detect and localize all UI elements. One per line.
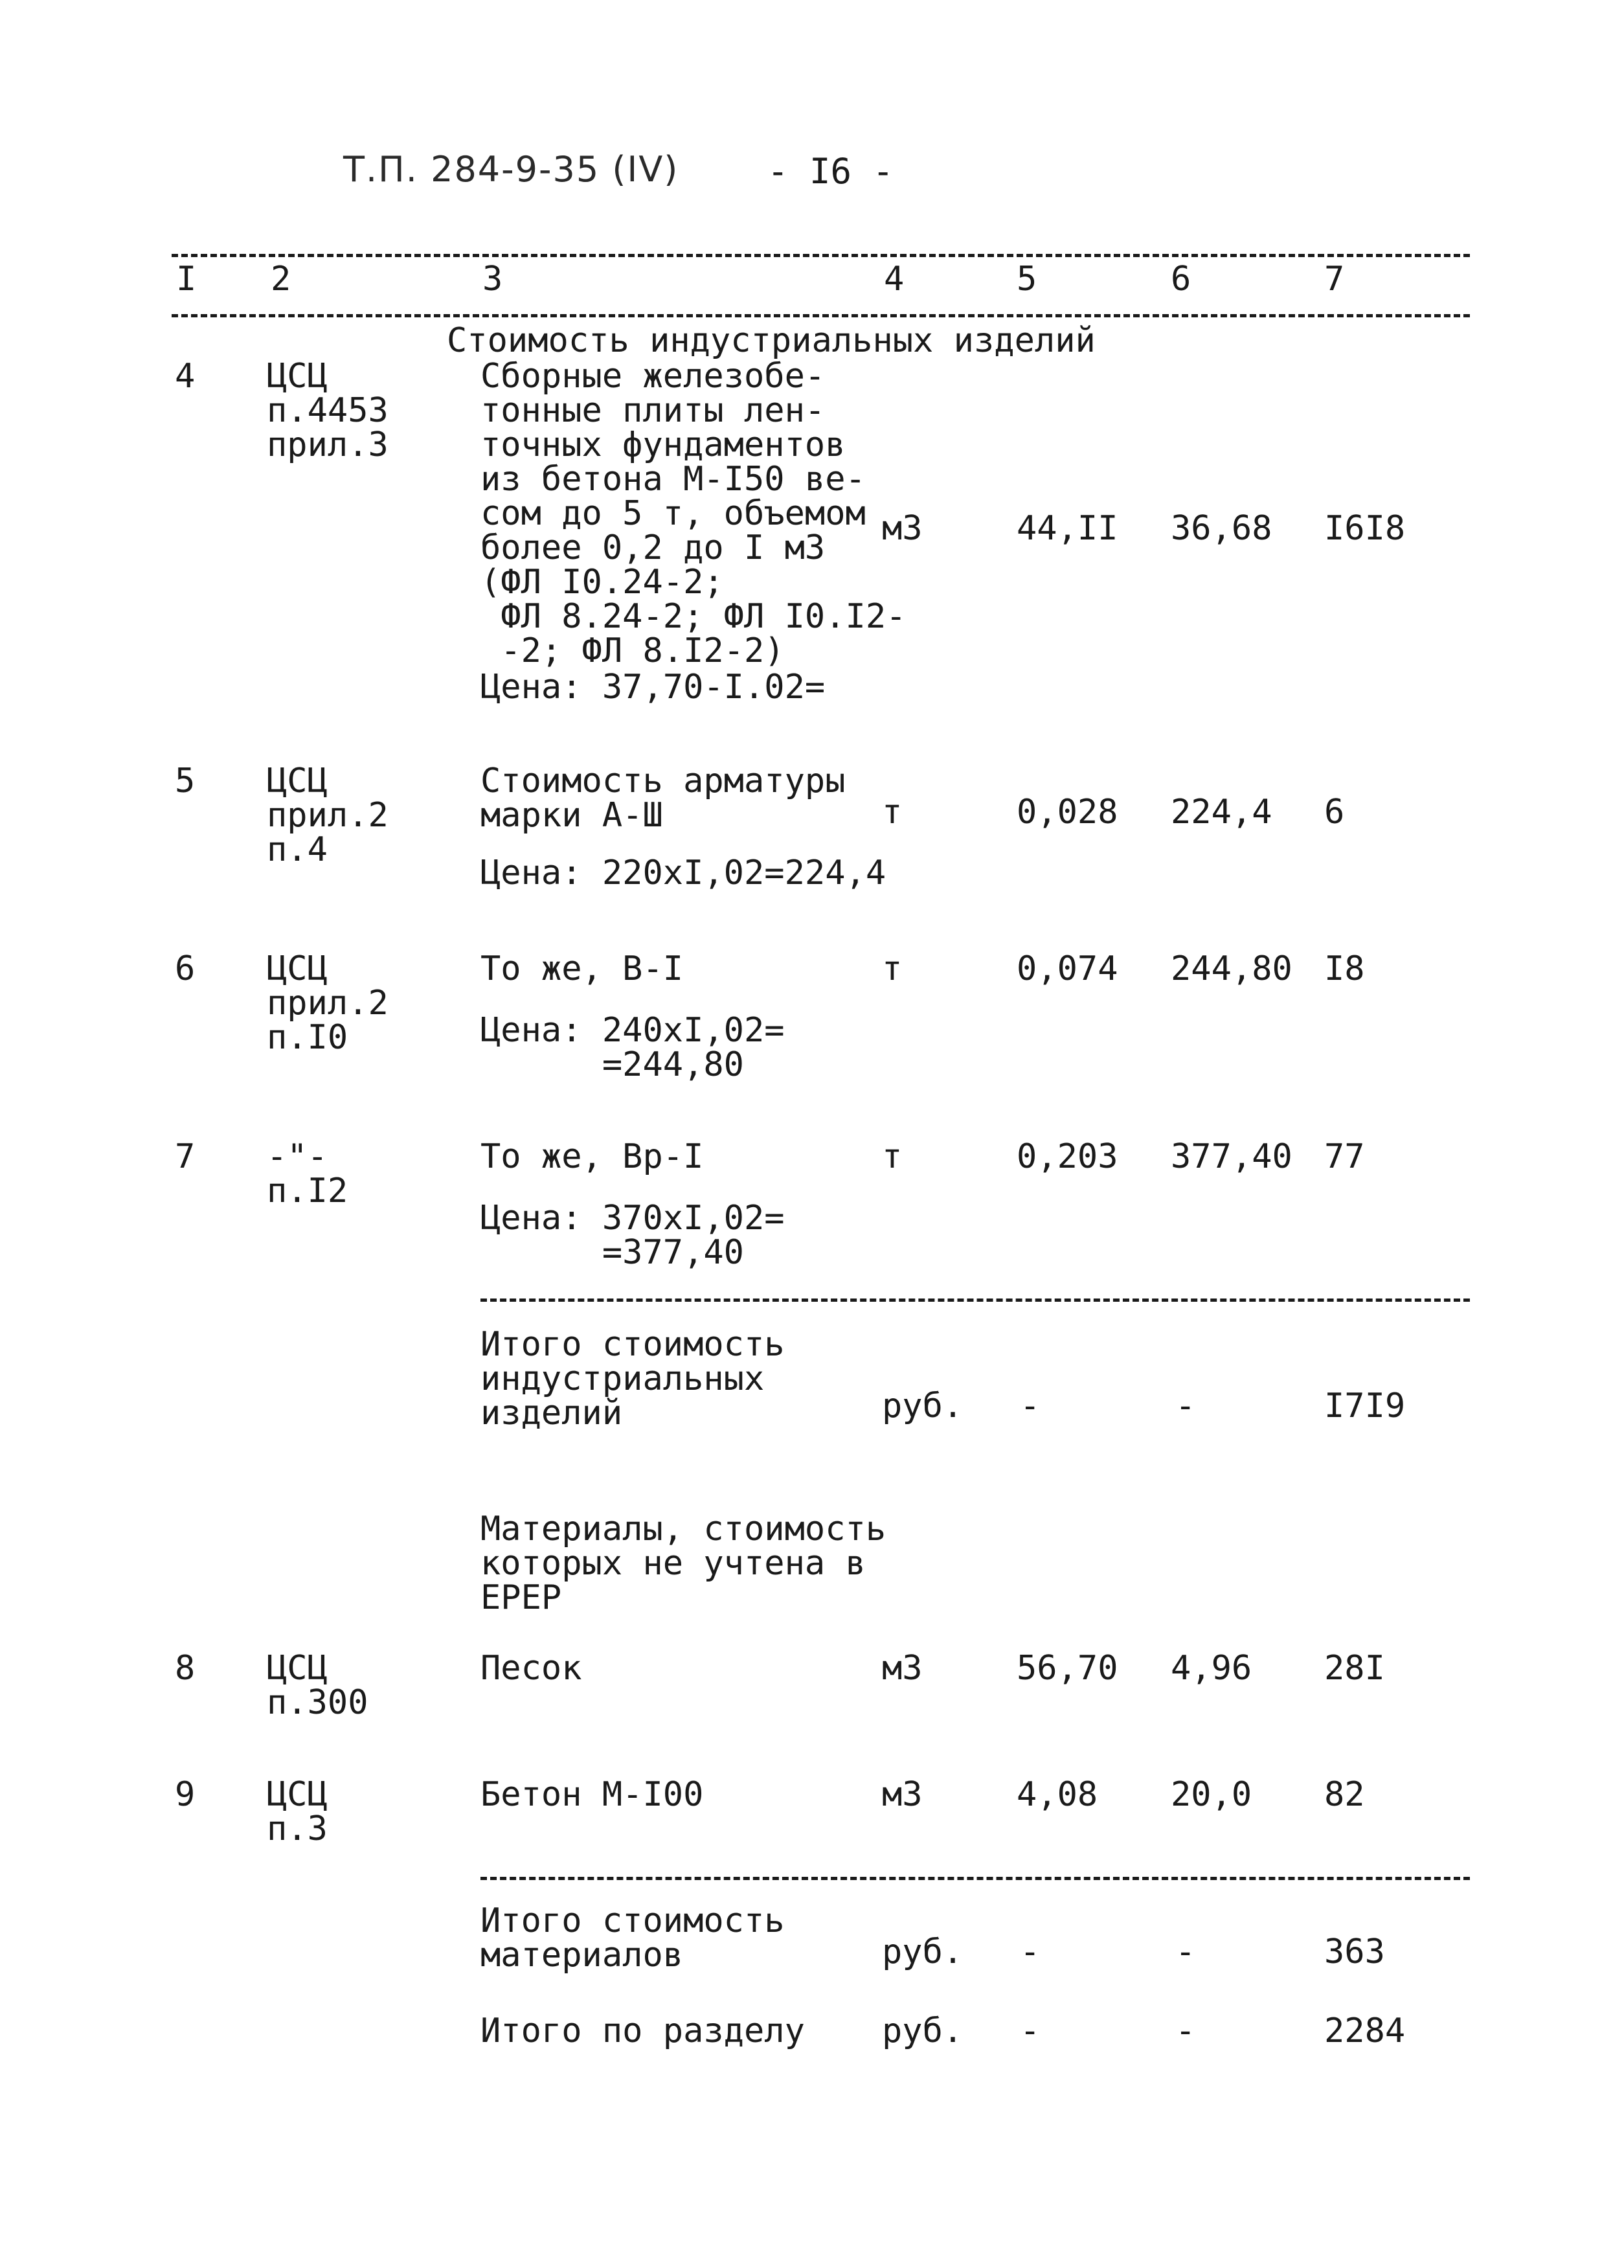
column-header-4: 4 bbox=[884, 260, 905, 299]
row-unit-price: 377,40 bbox=[1171, 1137, 1292, 1176]
material-row-number: 9 bbox=[175, 1775, 196, 1814]
row-reference: ЦСЦ п.4453 прил.3 bbox=[267, 357, 389, 464]
material-row-total: 28I bbox=[1324, 1649, 1385, 1688]
section-total-label: Итого по разделу bbox=[480, 2012, 805, 2050]
row-unit-price: 36,68 bbox=[1171, 509, 1272, 548]
row-number: 4 bbox=[175, 357, 196, 396]
row-quantity: 0,074 bbox=[1017, 949, 1118, 988]
subtotal-products-total: I7I9 bbox=[1324, 1387, 1406, 1425]
material-row-unit: м3 bbox=[882, 1775, 923, 1814]
subtotal-products-rule bbox=[480, 1298, 1470, 1302]
material-row-reference: ЦСЦ п.300 bbox=[267, 1649, 368, 1722]
subtotal-materials-unit: руб. bbox=[882, 1933, 964, 1971]
material-row-description: Песок bbox=[480, 1649, 582, 1688]
material-row-total: 82 bbox=[1324, 1775, 1365, 1814]
header-top-rule bbox=[172, 254, 1470, 257]
row-reference: -"- п.I2 bbox=[267, 1137, 348, 1210]
column-header-6: 6 bbox=[1171, 260, 1191, 299]
row-total: I6I8 bbox=[1324, 509, 1406, 548]
section-title: Стоимость индустриальных изделий bbox=[447, 321, 1096, 360]
row-unit: т bbox=[882, 1137, 903, 1176]
subtotal-materials-rule bbox=[480, 1877, 1470, 1880]
row-description: То же, Вр-I bbox=[480, 1137, 704, 1176]
subtotal-products-unit-price: - bbox=[1175, 1387, 1196, 1425]
row-number: 6 bbox=[175, 949, 196, 988]
row-reference: ЦСЦ прил.2 п.4 bbox=[267, 762, 389, 869]
subtotal-products-quantity: - bbox=[1020, 1387, 1041, 1425]
subtotal-materials-unit-price: - bbox=[1175, 1933, 1196, 1971]
material-row-quantity: 4,08 bbox=[1017, 1775, 1098, 1814]
row-unit-price: 224,4 bbox=[1171, 793, 1272, 832]
column-header-7: 7 bbox=[1324, 260, 1345, 299]
column-header-5: 5 bbox=[1017, 260, 1037, 299]
material-row-quantity: 56,70 bbox=[1017, 1649, 1118, 1688]
column-header-3: 3 bbox=[482, 260, 503, 299]
row-number: 5 bbox=[175, 762, 196, 800]
subtotal-products-label: Итого стоимость индустриальных изделий bbox=[480, 1325, 785, 1433]
row-quantity: 0,028 bbox=[1017, 793, 1118, 832]
document-reference: Т.П. 284-9-35 (IV) bbox=[343, 149, 679, 190]
subtotal-materials-quantity: - bbox=[1020, 1933, 1041, 1971]
subtotal-materials-label: Итого стоимость материалов bbox=[480, 1901, 785, 1975]
section-total-quantity: - bbox=[1020, 2012, 1041, 2050]
row-reference: ЦСЦ прил.2 п.I0 bbox=[267, 949, 389, 1057]
row-description: То же, В-I bbox=[480, 949, 684, 988]
row-unit-price: 244,80 bbox=[1171, 949, 1292, 988]
page-number: - I6 - bbox=[767, 151, 894, 192]
subtotal-materials-total: 363 bbox=[1324, 1933, 1385, 1971]
row-price-note: Цена: 220хI,02=224,4 bbox=[480, 854, 886, 892]
row-description: Сборные железобе- тонные плиты лен- точных фундаментов из бетона М-I50 ве- сом до 5 т, объемом более 0,2 до I м3 (ФЛ I0.24-2; ФЛ 8.24-2; ФЛ I0.I2- -2; ФЛ 8.I2-2) bbox=[480, 357, 907, 670]
row-price-note: Цена: 370хI,02= =377,40 bbox=[480, 1199, 785, 1272]
material-row-number: 8 bbox=[175, 1649, 196, 1688]
material-row-reference: ЦСЦ п.3 bbox=[267, 1775, 328, 1848]
row-unit: т bbox=[882, 949, 903, 988]
materials-heading: Материалы, стоимость которых не учтена в ЕРЕР bbox=[480, 1510, 886, 1617]
row-price-note: Цена: 37,70-I.02= bbox=[480, 668, 826, 707]
row-number: 7 bbox=[175, 1137, 196, 1176]
subtotal-products-unit: руб. bbox=[882, 1387, 964, 1425]
column-header-1: I bbox=[176, 260, 197, 299]
row-unit: м3 bbox=[882, 509, 923, 548]
row-quantity: 0,203 bbox=[1017, 1137, 1118, 1176]
row-total: 77 bbox=[1324, 1137, 1365, 1176]
section-total-total: 2284 bbox=[1324, 2012, 1406, 2050]
column-header-2: 2 bbox=[271, 260, 291, 299]
row-total: I8 bbox=[1324, 949, 1365, 988]
material-row-description: Бетон М-I00 bbox=[480, 1775, 704, 1814]
material-row-unit: м3 bbox=[882, 1649, 923, 1688]
row-total: 6 bbox=[1324, 793, 1345, 832]
header-bottom-rule bbox=[172, 314, 1470, 317]
row-unit: т bbox=[882, 793, 903, 832]
material-row-unit-price: 20,0 bbox=[1171, 1775, 1252, 1814]
section-total-unit-price: - bbox=[1175, 2012, 1196, 2050]
material-row-unit-price: 4,96 bbox=[1171, 1649, 1252, 1688]
row-description: Стоимость арматуры марки А-Ш bbox=[480, 762, 846, 835]
section-total-unit: руб. bbox=[882, 2012, 964, 2050]
row-price-note: Цена: 240хI,02= =244,80 bbox=[480, 1011, 785, 1084]
row-quantity: 44,II bbox=[1017, 509, 1118, 548]
